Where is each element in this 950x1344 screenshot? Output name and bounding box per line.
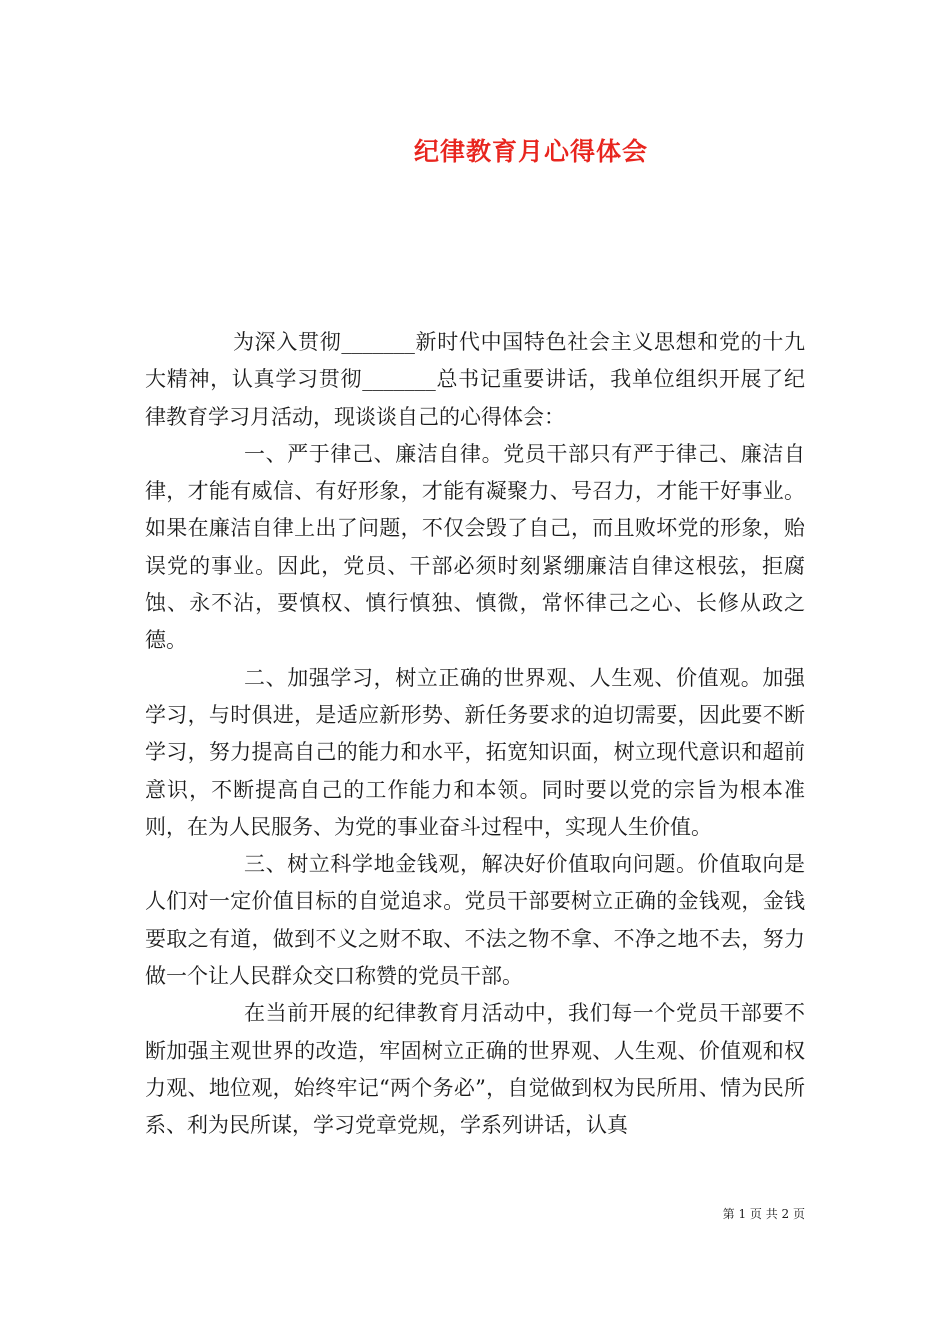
point-one-paragraph: 一、严于律己、廉洁自律。党员干部只有严于律己、廉洁自律，才能有威信、有好形象，才能有凝聚力、号召力，才能干好事业。如果在廉洁自律上出了问题，不仅会毁了自己，而且败坏党的形象，贻误党的事业。因此，党员、干部必须时刻紧绷廉洁自律这根弦，拒腐蚀、永不沾，要慎权、慎行慎独、慎微，常怀律己之心、长修从政之德。	[145, 441, 805, 653]
point-two-paragraph: 二、加强学习，树立正确的世界观、人生观、价值观。加强学习，与时俱进，是适应新形势、新任务要求的迫切需要，因此要不断学习，努力提高自己的能力和水平，拓宽知识面，树立现代意识和超前意识，不断提高自己的工作能力和本领。同时要以党的宗旨为根本准则，在为人民服务、为党的事业奋斗过程中，实现人生价值。	[145, 665, 805, 839]
page-number-footer	[723, 1205, 805, 1222]
document-title: 纪律教育月心得体会	[413, 137, 648, 166]
document-body	[145, 324, 805, 1145]
intro-paragraph: 为深入贯彻_______新时代中国特色社会主义思想和党的十九大精神，认真学习贯彻_______总书记重要讲话，我单位组织开展了纪律教育学习月活动，现谈谈自己的心得体会：	[145, 330, 805, 429]
closing-paragraph: 在当前开展的纪律教育月活动中，我们每一个党员干部要不断加强主观世界的改造，牢固树立正确的世界观、人生观、价值观和权力观、地位观，始终牢记“两个务必”，自觉做到权为民所用、情为民所系、利为民所谋，学习党章党规，学系列讲话，认真	[145, 1001, 805, 1138]
page-number-label: 第 1 页 共 2 页	[722, 1207, 805, 1221]
point-three-paragraph: 三、树立科学地金钱观，解决好价值取向问题。价值取向是人们对一定价值目标的自觉追求。党员干部要树立正确的金钱观，金钱要取之有道，做到不义之财不取、不法之物不拿、不净之地不去，努力做一个让人民群众交口称赞的党员干部。	[145, 852, 805, 989]
